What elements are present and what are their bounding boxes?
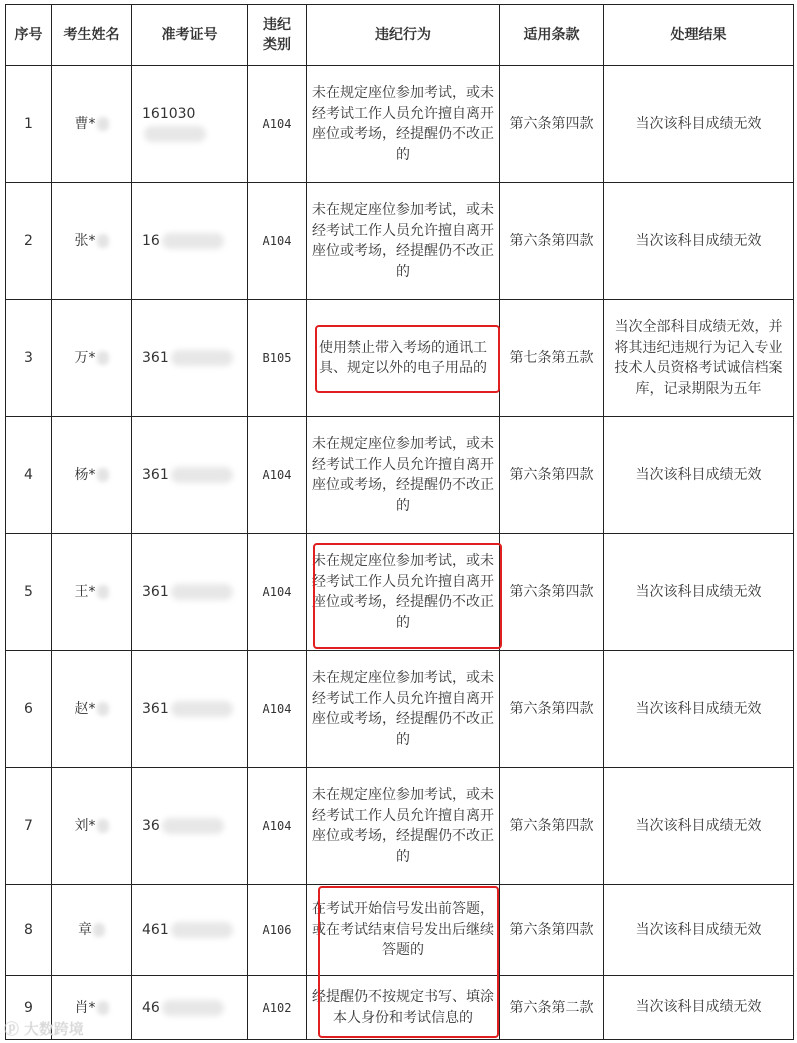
cell-ticket — [132, 417, 248, 534]
cell-ticket — [132, 534, 248, 651]
cell-clause: 第六条第四款 — [500, 66, 604, 183]
cell-category: A104 — [248, 534, 307, 651]
name-text: 杨* — [74, 467, 96, 483]
ticket-text: 36 — [142, 818, 160, 834]
cell-category: A104 — [248, 417, 307, 534]
cell-category: A104 — [248, 183, 307, 300]
name-text: 张* — [74, 233, 96, 249]
redaction-blur — [97, 117, 109, 131]
cell-behavior: 经提醒仍不按规定书写、填涂本人身份和考试信息的 — [307, 976, 500, 1040]
name-text: 肖* — [74, 999, 96, 1016]
cell-category: A102 — [248, 976, 307, 1040]
cell-result: 当次该科目成绩无效 — [604, 534, 794, 651]
redaction-blur — [171, 350, 233, 366]
cell-behavior: 未在规定座位参加考试，或未经考试工作人员允许擅自离开座位或考场，经提醒仍不改正的 — [307, 534, 500, 651]
cell-behavior: 未在规定座位参加考试，或未经考试工作人员允许擅自离开座位或考场，经提醒仍不改正的 — [307, 183, 500, 300]
cell-seq: 5 — [6, 534, 52, 651]
cell-ticket — [132, 885, 248, 976]
table-header-row — [6, 5, 794, 66]
cell-result: 当次全部科目成绩无效，并将其违纪违规行为记入专业技术人员资格考试诚信档案库，记录期限为五年 — [604, 300, 794, 417]
table-row — [6, 417, 794, 534]
cell-name — [52, 768, 132, 885]
name-text: 刘* — [74, 818, 96, 834]
cell-result: 当次该科目成绩无效 — [604, 417, 794, 534]
table-row — [6, 534, 794, 651]
cell-behavior: 在考试开始信号发出前答题，或在考试结束信号发出后继续答题的 — [307, 885, 500, 976]
cell-ticket — [132, 66, 248, 183]
cell-category: A104 — [248, 651, 307, 768]
table-row — [6, 300, 794, 417]
cell-result: 当次该科目成绩无效 — [604, 976, 794, 1040]
redaction-blur — [97, 819, 109, 833]
name-text: 王* — [74, 584, 96, 600]
table-row — [6, 66, 794, 183]
redaction-blur — [171, 467, 233, 483]
cell-category: A104 — [248, 66, 307, 183]
cell-ticket — [132, 651, 248, 768]
cell-seq: 7 — [6, 768, 52, 885]
header-clause: 适用条款 — [500, 5, 604, 66]
header-result: 处理结果 — [604, 5, 794, 66]
cell-ticket — [132, 768, 248, 885]
redaction-blur — [97, 234, 109, 248]
redaction-blur — [162, 233, 224, 249]
name-text: 赵* — [74, 701, 96, 717]
redaction-blur — [162, 1000, 224, 1016]
cell-name — [52, 534, 132, 651]
cell-seq: 3 — [6, 300, 52, 417]
cell-clause: 第六条第二款 — [500, 976, 604, 1040]
ticket-text: 361 — [142, 701, 169, 717]
cell-name — [52, 183, 132, 300]
name-text: 万* — [74, 350, 96, 366]
cell-category: A104 — [248, 768, 307, 885]
header-behavior: 违纪行为 — [307, 5, 500, 66]
ticket-text: 361 — [142, 350, 169, 366]
ticket-text: 46 — [142, 999, 160, 1016]
cell-behavior: 未在规定座位参加考试，或未经考试工作人员允许擅自离开座位或考场，经提醒仍不改正的 — [307, 417, 500, 534]
watermark-logo — [4, 1018, 84, 1039]
cell-name — [52, 651, 132, 768]
cell-ticket — [132, 976, 248, 1040]
name-text: 章 — [78, 922, 92, 938]
header-seq: 序号 — [6, 5, 52, 66]
name-text: 曹* — [74, 116, 96, 132]
cell-clause: 第六条第四款 — [500, 768, 604, 885]
cell-clause: 第六条第四款 — [500, 183, 604, 300]
violation-table — [5, 4, 794, 1040]
redaction-blur — [171, 584, 233, 600]
ticket-text: 461 — [142, 922, 169, 938]
cell-category: B105 — [248, 300, 307, 417]
table-row — [6, 885, 794, 976]
header-category: 违纪类别 — [248, 5, 307, 66]
redaction-blur — [93, 923, 105, 937]
redaction-blur — [97, 702, 109, 716]
redaction-blur — [171, 922, 233, 938]
cell-seq: 9 — [6, 976, 52, 1040]
watermark-icon: ⓟ — [4, 1020, 20, 1038]
redaction-blur — [97, 351, 109, 365]
cell-result: 当次该科目成绩无效 — [604, 183, 794, 300]
cell-clause: 第六条第四款 — [500, 885, 604, 976]
header-ticket: 准考证号 — [132, 5, 248, 66]
cell-seq: 8 — [6, 885, 52, 976]
cell-behavior: 未在规定座位参加考试，或未经考试工作人员允许擅自离开座位或考场，经提醒仍不改正的 — [307, 651, 500, 768]
redaction-blur — [162, 818, 224, 834]
cell-seq: 6 — [6, 651, 52, 768]
ticket-text: 161030 — [142, 106, 196, 122]
table-row — [6, 976, 794, 1040]
cell-seq: 1 — [6, 66, 52, 183]
redaction-blur — [97, 1001, 109, 1015]
cell-clause: 第六条第四款 — [500, 417, 604, 534]
table-row — [6, 768, 794, 885]
cell-clause: 第七条第五款 — [500, 300, 604, 417]
cell-result: 当次该科目成绩无效 — [604, 66, 794, 183]
cell-result: 当次该科目成绩无效 — [604, 651, 794, 768]
header-name: 考生姓名 — [52, 5, 132, 66]
redaction-blur — [97, 468, 109, 482]
cell-behavior: 未在规定座位参加考试，或未经考试工作人员允许擅自离开座位或考场，经提醒仍不改正的 — [307, 66, 500, 183]
redaction-blur — [171, 701, 233, 717]
table-row — [6, 651, 794, 768]
cell-name — [52, 417, 132, 534]
cell-ticket — [132, 183, 248, 300]
cell-seq: 4 — [6, 417, 52, 534]
table-row — [6, 183, 794, 300]
cell-clause: 第六条第四款 — [500, 534, 604, 651]
cell-result: 当次该科目成绩无效 — [604, 885, 794, 976]
cell-name — [52, 300, 132, 417]
cell-clause: 第六条第四款 — [500, 651, 604, 768]
ticket-text: 361 — [142, 467, 169, 483]
cell-category: A106 — [248, 885, 307, 976]
cell-result: 当次该科目成绩无效 — [604, 768, 794, 885]
cell-name — [52, 66, 132, 183]
ticket-text: 361 — [142, 584, 169, 600]
ticket-text: 16 — [142, 233, 160, 249]
redaction-blur — [97, 585, 109, 599]
watermark-text: 大数跨境 — [23, 1020, 84, 1038]
cell-name — [52, 885, 132, 976]
cell-seq: 2 — [6, 183, 52, 300]
cell-ticket — [132, 300, 248, 417]
cell-behavior: 使用禁止带入考场的通讯工具、规定以外的电子用品的 — [307, 300, 500, 417]
cell-behavior: 未在规定座位参加考试，或未经考试工作人员允许擅自离开座位或考场，经提醒仍不改正的 — [307, 768, 500, 885]
redaction-blur — [144, 126, 206, 142]
